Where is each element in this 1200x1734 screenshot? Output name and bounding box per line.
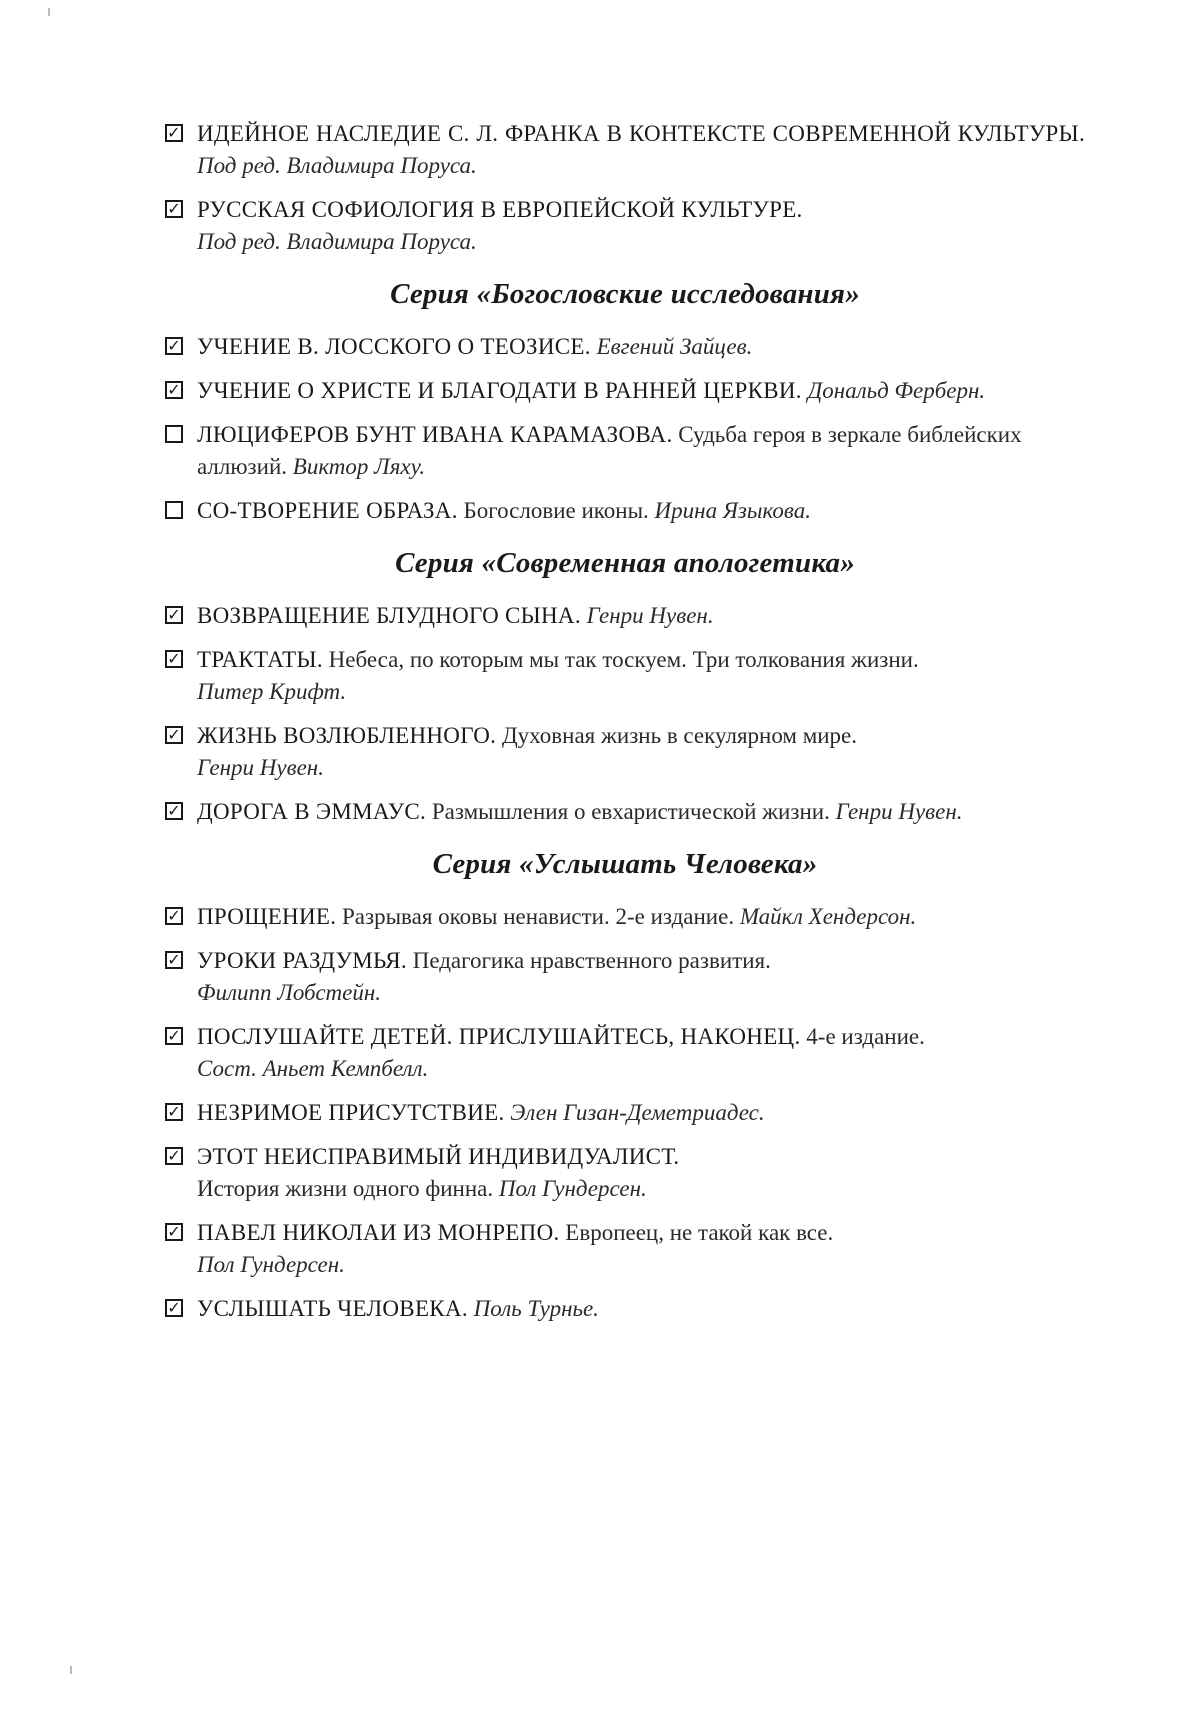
list-item — [165, 901, 1085, 933]
checkbox-checked-icon[interactable]: ✓ — [165, 606, 183, 624]
checkbox-checked-icon[interactable]: ✓ — [165, 802, 183, 820]
list-item — [165, 1141, 1085, 1205]
checkbox-checked-icon[interactable]: ✓ — [165, 1299, 183, 1317]
book-title: ТРАКТАТЫ. — [197, 647, 323, 672]
book-subtitle: История жизни одного финна. — [197, 1176, 494, 1201]
book-author: Питер Крифт. — [197, 679, 347, 704]
list-item — [165, 495, 1085, 527]
list-item — [165, 1293, 1085, 1325]
list-item — [165, 1097, 1085, 1129]
book-author: Под ред. Владимира Поруса. — [197, 153, 477, 178]
list-item — [165, 331, 1085, 363]
book-list — [165, 118, 1085, 1337]
book-title: ДОРОГА В ЭММАУС. — [197, 799, 427, 824]
checkbox-checked-icon[interactable]: ✓ — [165, 726, 183, 744]
list-item — [165, 600, 1085, 632]
book-title: УЧЕНИЕ В. ЛОССКОГО О ТЕОЗИСЕ. — [197, 334, 591, 359]
book-subtitle: Духовная жизнь в секулярном мире. — [501, 723, 858, 748]
book-title: РУССКАЯ СОФИОЛОГИЯ В ЕВРОПЕЙСКОЙ КУЛЬТУРЕ. — [197, 197, 803, 222]
checkbox-checked-icon[interactable]: ✓ — [165, 1147, 183, 1165]
checkbox-unchecked-icon[interactable] — [165, 425, 183, 443]
book-title: ИДЕЙНОЕ НАСЛЕДИЕ С. Л. ФРАНКА В КОНТЕКСТЕ СОВРЕМЕННОЙ КУЛЬТУРЫ. — [197, 121, 1085, 146]
checkbox-checked-icon[interactable]: ✓ — [165, 907, 183, 925]
book-author: Сост. Аньет Кемпбелл. — [197, 1056, 429, 1081]
checkbox-unchecked-icon[interactable] — [165, 501, 183, 519]
checkbox-checked-icon[interactable]: ✓ — [165, 337, 183, 355]
checkbox-checked-icon[interactable]: ✓ — [165, 1027, 183, 1045]
book-subtitle: Судьба героя в зеркале библейских аллюзий. — [197, 422, 1022, 479]
book-title: УРОКИ РАЗДУМЬЯ. — [197, 948, 407, 973]
book-title: УСЛЫШАТЬ ЧЕЛОВЕКА. — [197, 1296, 468, 1321]
scan-mark — [48, 8, 50, 16]
book-author: Генри Нувен. — [586, 603, 714, 628]
list-item — [165, 945, 1085, 1009]
book-title: ПРОЩЕНИЕ. — [197, 904, 337, 929]
book-author: Филипп Лобстейн. — [197, 980, 381, 1005]
book-title: СО-ТВОРЕНИЕ ОБРАЗА. — [197, 498, 458, 523]
checkbox-checked-icon[interactable]: ✓ — [165, 1103, 183, 1121]
checkbox-checked-icon[interactable]: ✓ — [165, 650, 183, 668]
section-franck — [165, 118, 1085, 258]
checkbox-checked-icon[interactable]: ✓ — [165, 200, 183, 218]
list-item — [165, 644, 1085, 708]
list-item — [165, 1021, 1085, 1085]
checkbox-checked-icon[interactable]: ✓ — [165, 124, 183, 142]
list-item — [165, 375, 1085, 407]
book-title: ЛЮЦИФЕРОВ БУНТ ИВАНА КАРАМАЗОВА. — [197, 422, 673, 447]
book-author: Евгений Зайцев. — [596, 334, 753, 359]
book-subtitle: Размышления о евхаристической жизни. — [431, 799, 830, 824]
book-subtitle: Разрывая оковы ненависти. 2-е издание. — [342, 904, 735, 929]
book-author: Генри Нувен. — [197, 755, 324, 780]
checkbox-checked-icon[interactable]: ✓ — [165, 951, 183, 969]
list-item — [165, 118, 1085, 182]
book-author: Майкл Хендерсон. — [739, 904, 917, 929]
book-author: Генри Нувен. — [835, 799, 963, 824]
series-heading: Серия «Услышать Человека» — [432, 848, 818, 880]
scan-mark — [70, 1666, 72, 1674]
book-author: Элен Гизан-Деметриадес. — [510, 1100, 765, 1125]
checkbox-checked-icon[interactable]: ✓ — [165, 1223, 183, 1241]
book-title: УЧЕНИЕ О ХРИСТЕ И БЛАГОДАТИ В РАННЕЙ ЦЕРКВИ. — [197, 378, 802, 403]
book-author: Пол Гундерсен. — [498, 1176, 647, 1201]
section-theology — [165, 278, 1085, 527]
book-author: Виктор Ляху. — [292, 454, 426, 479]
book-title: ПАВЕЛ НИКОЛАИ ИЗ МОНРЕПО. — [197, 1220, 560, 1245]
list-item — [165, 419, 1085, 483]
list-item — [165, 1217, 1085, 1281]
book-subtitle: Богословие иконы. — [463, 498, 649, 523]
book-author: Пол Гундерсен. — [197, 1252, 345, 1277]
series-heading: Серия «Современная апологетика» — [395, 547, 855, 579]
book-author: Под ред. Владимира Поруса. — [197, 229, 477, 254]
book-title: ВОЗВРАЩЕНИЕ БЛУДНОГО СЫНА. — [197, 603, 581, 628]
book-author: Ирина Языкова. — [654, 498, 811, 523]
book-author: Поль Турнье. — [473, 1296, 599, 1321]
section-apologetics — [165, 547, 1085, 828]
book-title: ПОСЛУШАЙТЕ ДЕТЕЙ. ПРИСЛУШАЙТЕСЬ, НАКОНЕЦ. — [197, 1024, 801, 1049]
section-hear-the-person — [165, 848, 1085, 1325]
series-heading: Серия «Богословские исследования» — [390, 278, 860, 310]
checkbox-checked-icon[interactable]: ✓ — [165, 381, 183, 399]
book-subtitle: Небеса, по которым мы так тоскуем. Три толкования жизни. — [328, 647, 919, 672]
book-subtitle: 4-е издание. — [806, 1024, 925, 1049]
book-title: ЖИЗНЬ ВОЗЛЮБЛЕННОГО. — [197, 723, 497, 748]
list-item — [165, 194, 1085, 258]
book-title: НЕЗРИМОЕ ПРИСУТСТВИЕ. — [197, 1100, 505, 1125]
book-subtitle: Европеец, не такой как все. — [565, 1220, 834, 1245]
book-author: Дональд Ферберн. — [807, 378, 986, 403]
list-item — [165, 720, 1085, 784]
book-title: ЭТОТ НЕИСПРАВИМЫЙ ИНДИВИДУАЛИСТ. — [197, 1144, 680, 1169]
list-item — [165, 796, 1085, 828]
book-subtitle: Педагогика нравственного развития. — [412, 948, 771, 973]
